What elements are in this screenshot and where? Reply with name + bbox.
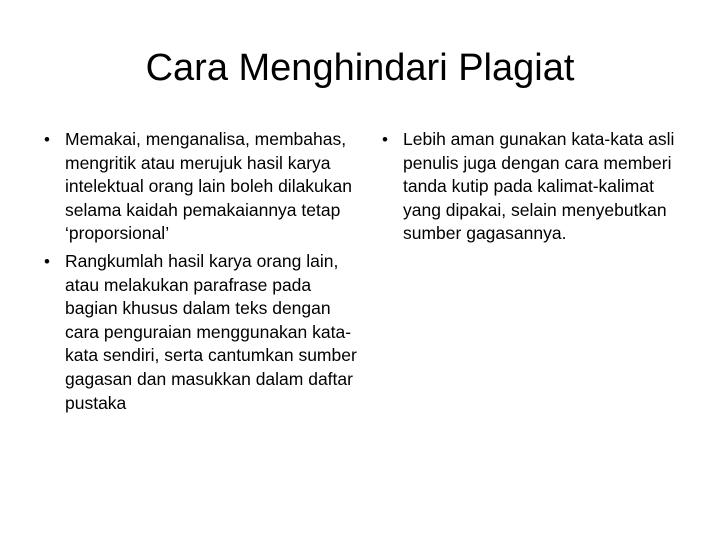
- list-item: [382, 128, 682, 246]
- bullet-icon: •: [44, 251, 50, 271]
- bullet-icon: •: [44, 130, 50, 149]
- left-column-list: [44, 128, 360, 419]
- list-item-text: Rangkumlah hasil karya orang lain, atau melakukan parafrase pada bagian khusus dalam teks dengan cara penguraian menggunakan kata-kata sendiri, serta cantumkan sumber gagasan dan masukkan dalam daftar pustaka: [65, 250, 357, 413]
- list-item-text: Lebih aman gunakan kata-kata asli penulis juga dengan cara memberi tanda kutip pada kalimat-kalimat yang dipakai, selain menyebutkan sumber gagasannya.: [403, 129, 675, 244]
- bullet-icon: •: [382, 130, 388, 149]
- list-item-text: Memakai, menganalisa, membahas, mengritik atau merujuk hasil karya intelektual orang lain boleh dilakukan selama kaidah pemakaiannya tetap ‘proporsional’: [65, 129, 353, 244]
- right-column-list: [382, 128, 682, 250]
- list-item: [44, 250, 360, 415]
- list-item: [44, 128, 360, 246]
- slide-title: Cara Menghindari Plagiat: [145, 47, 575, 89]
